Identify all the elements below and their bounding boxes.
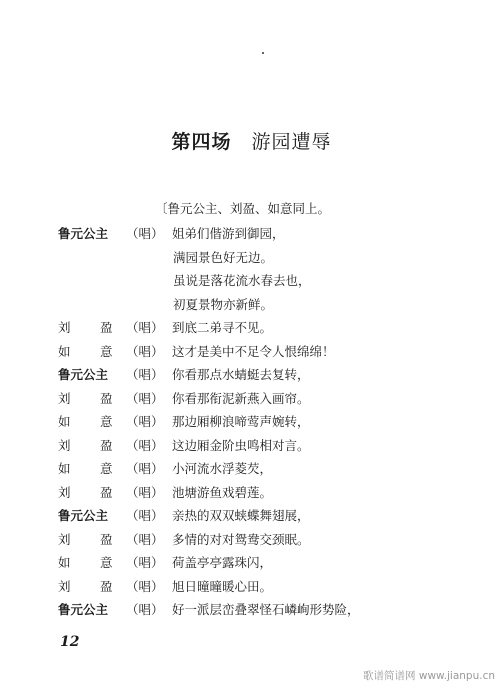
speaker-second-char: 意 — [100, 555, 113, 570]
speaker-name — [58, 528, 130, 552]
speaker-label: 鲁元公主 — [58, 226, 109, 241]
dialogue-line — [0, 363, 503, 387]
dialogue-line — [0, 551, 503, 575]
speaker-label: 鲁元公主 — [58, 367, 109, 382]
dialogue-line — [0, 410, 503, 434]
speaker-second-char: 意 — [100, 343, 113, 359]
lyric-text: 小河流水浮菱芡， — [172, 461, 273, 476]
speaker-first-char: 如 — [58, 343, 71, 359]
lyric-text: 池塘游鱼戏碧莲。 — [172, 484, 273, 500]
speaker-second-char: 盈 — [100, 531, 113, 547]
lyric-text: 你看那衔泥新燕入画帘。 — [172, 390, 310, 406]
sing-marker: （唱） — [126, 437, 164, 453]
dialogue-line — [0, 293, 503, 317]
sing-marker: （唱） — [126, 320, 164, 335]
speaker-name — [58, 434, 130, 458]
dialogue-line — [0, 222, 503, 246]
scene-title — [0, 128, 503, 156]
speaker-name — [58, 222, 130, 246]
dialogue-line — [0, 434, 503, 458]
sing-marker: （唱） — [126, 461, 164, 476]
speaker-name — [58, 363, 130, 387]
sing-marker: （唱） — [126, 555, 164, 570]
speaker-first-char: 刘 — [58, 484, 71, 500]
sing-marker: （唱） — [126, 343, 164, 359]
speaker-second-char: 盈 — [100, 578, 113, 594]
dialogue-line — [0, 504, 503, 528]
scene-number: 第四场 — [171, 131, 232, 153]
speaker-second-char: 意 — [100, 414, 113, 429]
stage-direction: 〔鲁元公主、刘盈、如意同上。 — [155, 201, 331, 216]
speaker-name — [58, 387, 130, 411]
speaker-name — [58, 457, 130, 481]
lyric-text: 好一派层峦叠翠怪石嶙峋形势险， — [172, 602, 360, 617]
speaker-name — [58, 316, 130, 340]
dialogue-line — [0, 316, 503, 340]
speaker-label: 鲁元公主 — [58, 602, 109, 617]
speaker-name — [58, 504, 130, 528]
speaker-first-char: 如 — [58, 414, 71, 429]
lyric-text: 这边厢金阶虫鸣相对言。 — [172, 437, 310, 453]
lyric-text: 那边厢柳浪啼莺声婉转， — [172, 414, 310, 429]
lyric-text: 亲热的双双蛱蝶舞翅展， — [172, 508, 310, 523]
dialogue-line — [0, 387, 503, 411]
lyric-text: 荷盖亭亭露珠闪， — [172, 555, 273, 570]
sing-marker: （唱） — [126, 484, 164, 500]
sing-marker: （唱） — [126, 367, 164, 382]
sing-marker: （唱） — [126, 531, 164, 547]
lyric-text: 姐弟们偕游到御园， — [172, 226, 285, 241]
sing-marker: （唱） — [126, 414, 164, 429]
dialogue-line — [0, 598, 503, 622]
lyric-text: 虽说是落花流水春去也， — [173, 273, 311, 288]
speaker-name — [58, 410, 130, 434]
speaker-first-char: 刘 — [58, 320, 71, 335]
speaker-first-char: 刘 — [58, 578, 71, 594]
speaker-first-char: 刘 — [58, 390, 71, 406]
dialogue-line — [0, 340, 503, 364]
dialogue-line — [0, 575, 503, 599]
speaker-first-char: 如 — [58, 555, 71, 570]
speaker-name — [58, 575, 130, 599]
dialogue-line — [0, 528, 503, 552]
sing-marker: （唱） — [126, 578, 164, 594]
scene-name: 游园遭辱 — [251, 131, 332, 153]
speaker-second-char: 盈 — [100, 484, 113, 500]
lyric-text: 旭日曈曈暖心田。 — [172, 578, 273, 594]
speaker-second-char: 意 — [100, 461, 113, 476]
dialogue-line — [0, 269, 503, 293]
dialogue-line — [0, 481, 503, 505]
speaker-first-char: 刘 — [58, 437, 71, 453]
sing-marker: （唱） — [126, 390, 164, 406]
lyric-text: 初夏景物亦新鲜。 — [173, 296, 274, 312]
speaker-second-char: 盈 — [100, 390, 113, 406]
dialogue-line — [0, 246, 503, 270]
lyric-text: 多情的对对鸳鸯交颈眠。 — [172, 531, 310, 547]
speaker-second-char: 盈 — [100, 437, 113, 453]
sing-marker: （唱） — [126, 508, 164, 523]
sing-marker: （唱） — [126, 226, 164, 241]
lyric-text: 满园景色好无边。 — [173, 249, 274, 265]
lyric-text: 到底二弟寻不见。 — [172, 320, 273, 335]
speaker-name — [58, 551, 130, 575]
lyric-text: 这才是美中不足令人恨绵绵！ — [172, 343, 335, 359]
page-mark — [262, 52, 264, 54]
dialogue-line — [0, 457, 503, 481]
speaker-first-char: 刘 — [58, 531, 71, 547]
page-number: 12 — [60, 634, 80, 650]
speaker-name — [58, 481, 130, 505]
lyric-text: 你看那点水蜻蜓去复转， — [172, 367, 310, 382]
speaker-label: 鲁元公主 — [58, 508, 109, 523]
speaker-name — [58, 598, 130, 622]
speaker-name — [58, 340, 130, 364]
speaker-first-char: 如 — [58, 461, 71, 476]
sing-marker: （唱） — [126, 602, 164, 617]
watermark: 歌谱简谱网 www.jianpu.cn — [363, 670, 495, 682]
speaker-second-char: 盈 — [100, 320, 113, 335]
